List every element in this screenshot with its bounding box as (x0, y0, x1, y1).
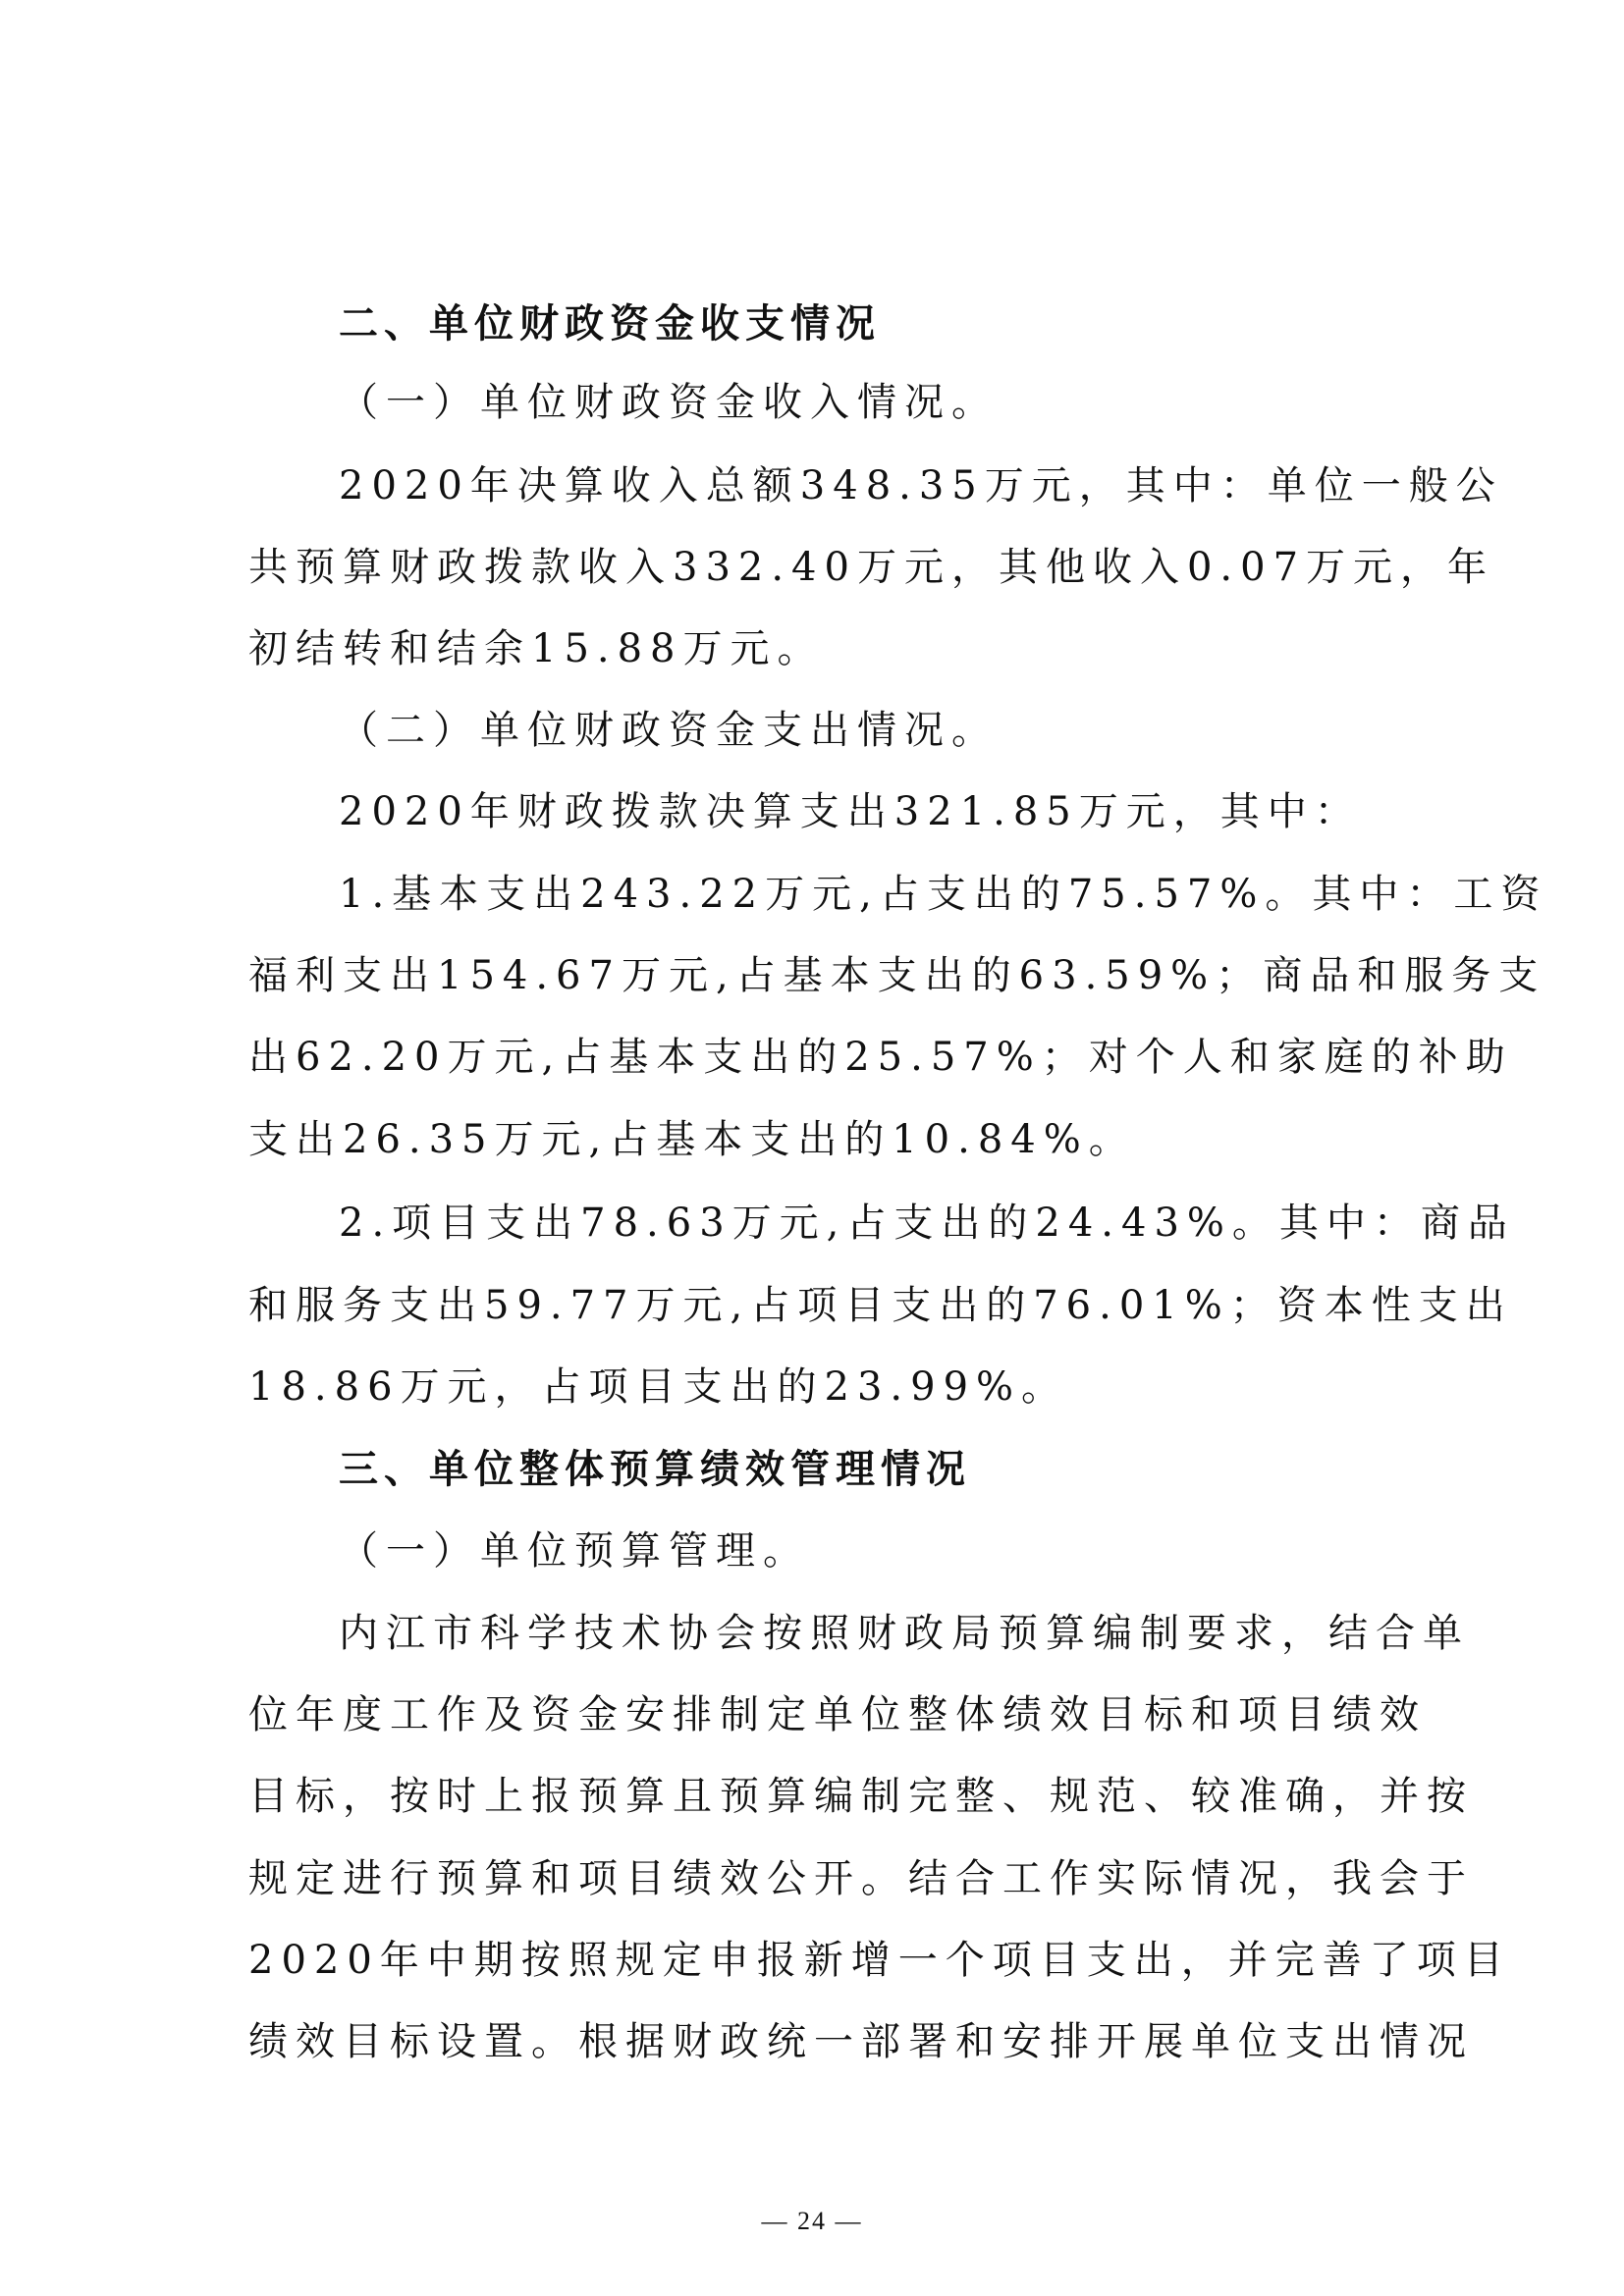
paragraph-line: 2020年决算收入总额348.35万元，其中：单位一般公 (339, 463, 1503, 508)
paragraph-line: 2020年中期按照规定申报新增一个项目支出，并完善了项目 (248, 1938, 1511, 1983)
paragraph-line: 2.项目支出78.63万元,占支出的24.43%。其中：商品 (339, 1201, 1515, 1246)
paragraph-line: 绩效目标设置。根据财政统一部署和安排开展单位支出情况 (248, 2019, 1474, 2064)
section-heading-2: 二、单位财政资金收支情况 (339, 301, 881, 347)
paragraph-line: 共预算财政拨款收入332.40万元，其他收入0.07万元，年 (248, 545, 1495, 590)
paragraph-line: 1.基本支出243.22万元,占支出的75.57%。其中：工资 (339, 872, 1548, 917)
page-number: — 24 — (761, 2207, 863, 2235)
paragraph-line: 和服务支出59.77万元,占项目支出的76.01%；资本性支出 (248, 1283, 1513, 1328)
paragraph-line: 内江市科学技术协会按照财政局预算编制要求，结合单 (339, 1611, 1470, 1656)
paragraph-line: 出62.20万元,占基本支出的25.57%；对个人和家庭的补助 (248, 1035, 1513, 1080)
subsection-heading-income: （一）单位财政资金收入情况。 (339, 380, 999, 425)
subsection-heading-expenditure: （二）单位财政资金支出情况。 (339, 708, 999, 753)
paragraph-line: 初结转和结余15.88万元。 (248, 626, 825, 671)
paragraph-line: 2020年财政拨款决算支出321.85万元，其中： (339, 789, 1362, 834)
paragraph-line: 福利支出154.67万元,占基本支出的63.59%；商品和服务支 (248, 953, 1546, 998)
section-heading-3: 三、单位整体预算绩效管理情况 (339, 1447, 971, 1492)
subsection-heading-budget: （一）单位预算管理。 (339, 1528, 810, 1574)
paragraph-line: 位年度工作及资金安排制定单位整体绩效目标和项目绩效 (248, 1692, 1427, 1737)
paragraph-line: 目标，按时上报预算且预算编制完整、规范、较准确，并按 (248, 1774, 1474, 1819)
paragraph-line: 18.86万元，占项目支出的23.99%。 (248, 1364, 1069, 1410)
paragraph-line: 规定进行预算和项目绩效公开。结合工作实际情况，我会于 (248, 1856, 1474, 1901)
paragraph-line: 支出26.35万元,占基本支出的10.84%。 (248, 1117, 1136, 1162)
